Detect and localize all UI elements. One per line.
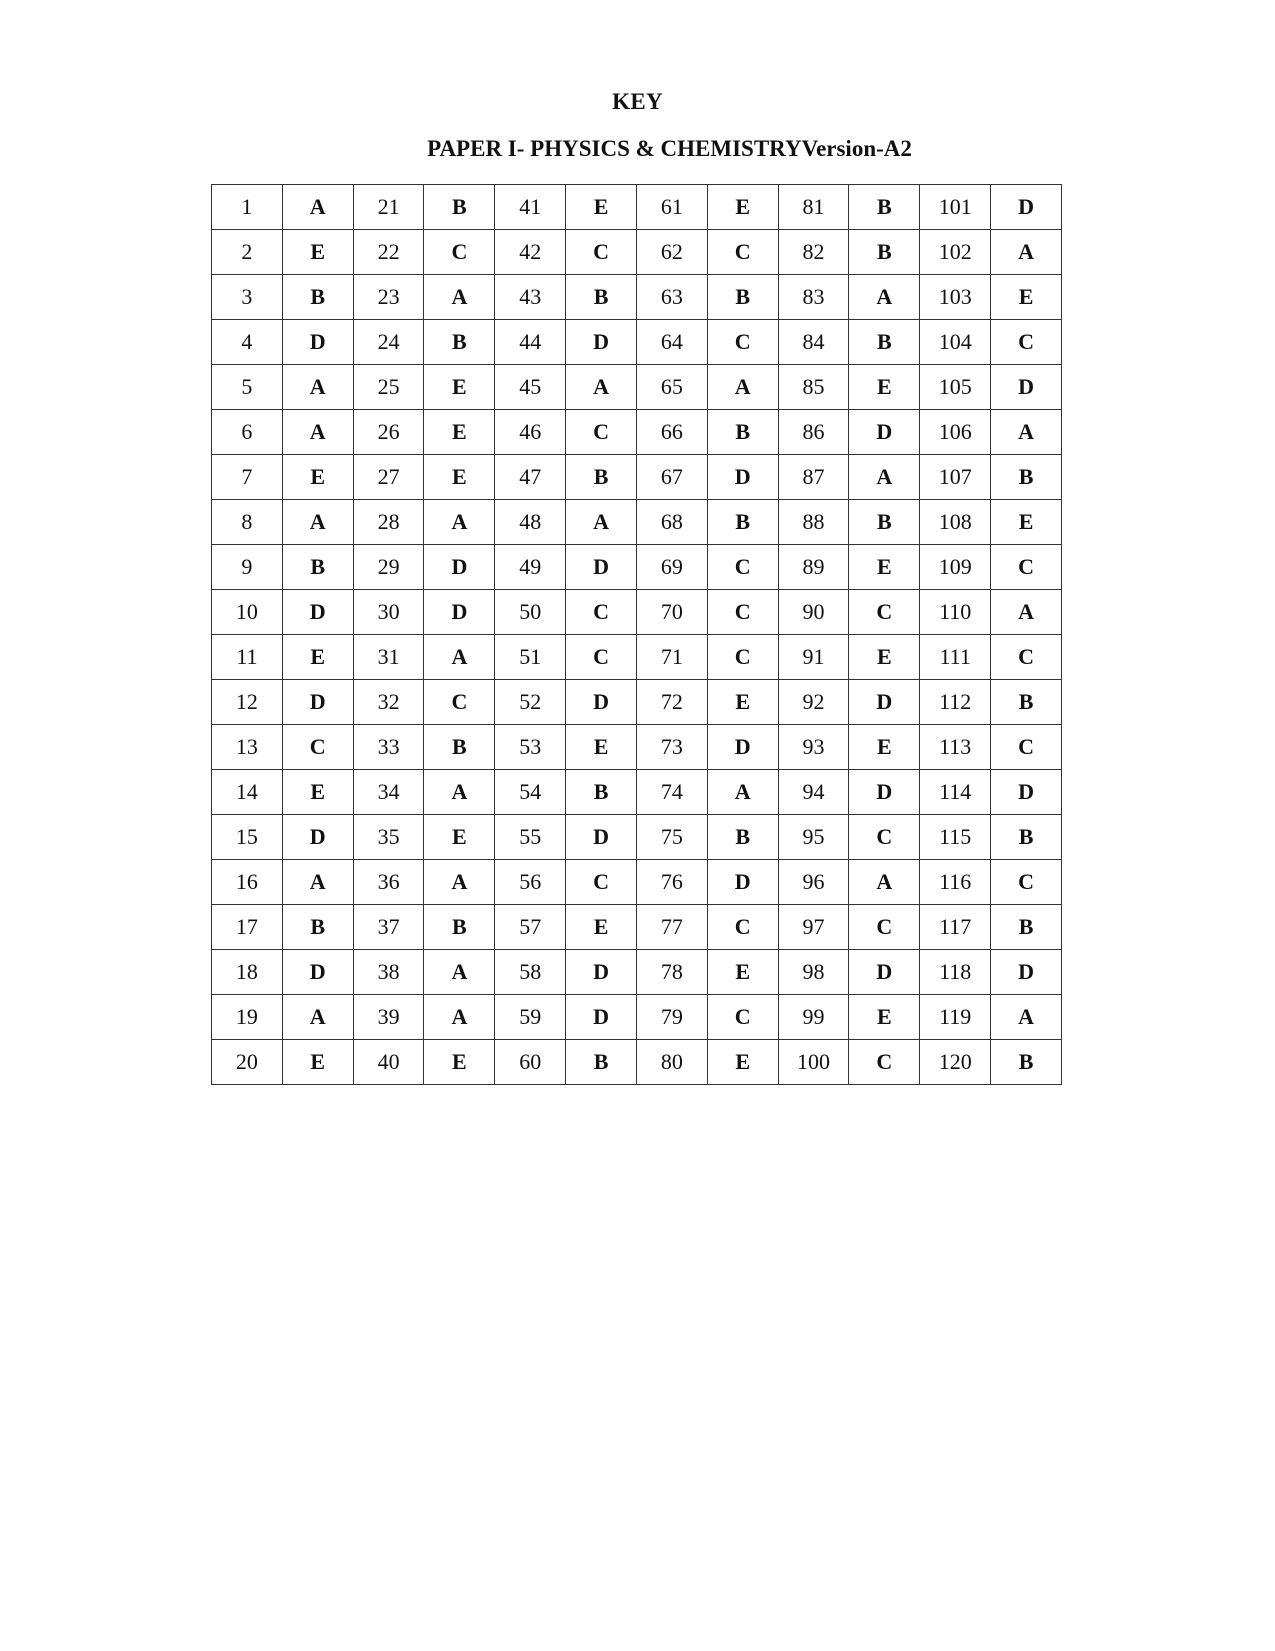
question-number-cell: 72 xyxy=(636,680,707,725)
answer-cell: A xyxy=(282,365,353,410)
question-number-cell: 21 xyxy=(353,185,424,230)
question-number-cell: 27 xyxy=(353,455,424,500)
question-number-cell: 30 xyxy=(353,590,424,635)
question-number-cell: 95 xyxy=(778,815,849,860)
question-number-cell: 102 xyxy=(920,230,991,275)
table-row xyxy=(212,770,1062,815)
answer-cell: D xyxy=(424,590,495,635)
question-number-cell: 90 xyxy=(778,590,849,635)
answer-cell: A xyxy=(566,500,637,545)
question-number-cell: 42 xyxy=(495,230,566,275)
answer-cell: A xyxy=(849,455,920,500)
answer-cell: B xyxy=(707,815,778,860)
answer-cell: C xyxy=(566,230,637,275)
question-number-cell: 61 xyxy=(636,185,707,230)
answer-cell: A xyxy=(991,590,1062,635)
question-number-cell: 22 xyxy=(353,230,424,275)
question-number-cell: 113 xyxy=(920,725,991,770)
table-row xyxy=(212,905,1062,950)
answer-cell: A xyxy=(424,500,495,545)
answer-cell: C xyxy=(424,230,495,275)
answer-cell: E xyxy=(849,635,920,680)
answer-cell: B xyxy=(849,185,920,230)
question-number-cell: 71 xyxy=(636,635,707,680)
question-number-cell: 117 xyxy=(920,905,991,950)
question-number-cell: 20 xyxy=(212,1040,283,1085)
answer-cell: C xyxy=(707,635,778,680)
answer-cell: A xyxy=(424,275,495,320)
answer-cell: C xyxy=(707,995,778,1040)
answer-cell: C xyxy=(991,320,1062,365)
question-number-cell: 53 xyxy=(495,725,566,770)
question-number-cell: 41 xyxy=(495,185,566,230)
answer-cell: C xyxy=(849,590,920,635)
answer-cell: C xyxy=(849,815,920,860)
table-row xyxy=(212,455,1062,500)
question-number-cell: 14 xyxy=(212,770,283,815)
question-number-cell: 105 xyxy=(920,365,991,410)
table-row xyxy=(212,545,1062,590)
question-number-cell: 73 xyxy=(636,725,707,770)
question-number-cell: 97 xyxy=(778,905,849,950)
table-row xyxy=(212,635,1062,680)
question-number-cell: 111 xyxy=(920,635,991,680)
question-number-cell: 36 xyxy=(353,860,424,905)
question-number-cell: 45 xyxy=(495,365,566,410)
answer-cell: C xyxy=(566,590,637,635)
table-row xyxy=(212,680,1062,725)
question-number-cell: 13 xyxy=(212,725,283,770)
answer-cell: C xyxy=(707,230,778,275)
question-number-cell: 112 xyxy=(920,680,991,725)
answer-cell: C xyxy=(707,590,778,635)
question-number-cell: 63 xyxy=(636,275,707,320)
answer-cell: E xyxy=(707,1040,778,1085)
answer-cell: B xyxy=(282,545,353,590)
answer-cell: D xyxy=(991,365,1062,410)
question-number-cell: 70 xyxy=(636,590,707,635)
question-number-cell: 56 xyxy=(495,860,566,905)
question-number-cell: 74 xyxy=(636,770,707,815)
question-number-cell: 92 xyxy=(778,680,849,725)
answer-cell: D xyxy=(707,455,778,500)
question-number-cell: 98 xyxy=(778,950,849,995)
answer-cell: B xyxy=(991,680,1062,725)
table-row xyxy=(212,815,1062,860)
question-number-cell: 101 xyxy=(920,185,991,230)
answer-cell: D xyxy=(424,545,495,590)
question-number-cell: 18 xyxy=(212,950,283,995)
answer-cell: D xyxy=(707,860,778,905)
question-number-cell: 50 xyxy=(495,590,566,635)
question-number-cell: 67 xyxy=(636,455,707,500)
question-number-cell: 114 xyxy=(920,770,991,815)
answer-cell: D xyxy=(566,950,637,995)
answer-cell: B xyxy=(991,1040,1062,1085)
answer-cell: B xyxy=(282,905,353,950)
answer-cell: E xyxy=(424,815,495,860)
answer-cell: B xyxy=(424,320,495,365)
question-number-cell: 34 xyxy=(353,770,424,815)
question-number-cell: 15 xyxy=(212,815,283,860)
answer-cell: E xyxy=(282,230,353,275)
answer-cell: E xyxy=(849,545,920,590)
answer-cell: A xyxy=(424,995,495,1040)
answer-cell: A xyxy=(424,950,495,995)
question-number-cell: 108 xyxy=(920,500,991,545)
question-number-cell: 109 xyxy=(920,545,991,590)
question-number-cell: 58 xyxy=(495,950,566,995)
answer-cell: A xyxy=(849,860,920,905)
question-number-cell: 62 xyxy=(636,230,707,275)
answer-cell: A xyxy=(424,635,495,680)
question-number-cell: 10 xyxy=(212,590,283,635)
question-number-cell: 51 xyxy=(495,635,566,680)
answer-cell: E xyxy=(566,905,637,950)
question-number-cell: 84 xyxy=(778,320,849,365)
table-row xyxy=(212,725,1062,770)
answer-cell: B xyxy=(991,905,1062,950)
answer-cell: D xyxy=(849,680,920,725)
answer-cell: A xyxy=(282,410,353,455)
question-number-cell: 94 xyxy=(778,770,849,815)
answer-cell: D xyxy=(991,950,1062,995)
question-number-cell: 49 xyxy=(495,545,566,590)
answer-cell: B xyxy=(707,500,778,545)
question-number-cell: 118 xyxy=(920,950,991,995)
question-number-cell: 80 xyxy=(636,1040,707,1085)
answer-cell: A xyxy=(707,770,778,815)
answer-cell: D xyxy=(282,815,353,860)
question-number-cell: 64 xyxy=(636,320,707,365)
answer-cell: C xyxy=(991,545,1062,590)
table-row xyxy=(212,185,1062,230)
question-number-cell: 110 xyxy=(920,590,991,635)
question-number-cell: 39 xyxy=(353,995,424,1040)
page-subtitle xyxy=(0,135,1275,163)
answer-cell: D xyxy=(282,590,353,635)
question-number-cell: 86 xyxy=(778,410,849,455)
question-number-cell: 82 xyxy=(778,230,849,275)
question-number-cell: 89 xyxy=(778,545,849,590)
question-number-cell: 37 xyxy=(353,905,424,950)
answer-cell: E xyxy=(566,725,637,770)
question-number-cell: 9 xyxy=(212,545,283,590)
question-number-cell: 26 xyxy=(353,410,424,455)
question-number-cell: 43 xyxy=(495,275,566,320)
answer-cell: A xyxy=(424,860,495,905)
table-row xyxy=(212,320,1062,365)
question-number-cell: 120 xyxy=(920,1040,991,1085)
question-number-cell: 25 xyxy=(353,365,424,410)
question-number-cell: 11 xyxy=(212,635,283,680)
question-number-cell: 4 xyxy=(212,320,283,365)
answer-cell: A xyxy=(424,770,495,815)
question-number-cell: 23 xyxy=(353,275,424,320)
question-number-cell: 116 xyxy=(920,860,991,905)
answer-cell: E xyxy=(424,365,495,410)
answer-cell: C xyxy=(991,635,1062,680)
question-number-cell: 54 xyxy=(495,770,566,815)
table-row xyxy=(212,500,1062,545)
question-number-cell: 96 xyxy=(778,860,849,905)
question-number-cell: 76 xyxy=(636,860,707,905)
answer-cell: A xyxy=(282,185,353,230)
answer-cell: A xyxy=(566,365,637,410)
answer-cell: B xyxy=(424,725,495,770)
answer-cell: B xyxy=(849,230,920,275)
answer-cell: E xyxy=(282,770,353,815)
answer-cell: B xyxy=(991,815,1062,860)
question-number-cell: 1 xyxy=(212,185,283,230)
page-subtitle-text: PAPER I- PHYSICS & CHEMISTRYVersion-A2 xyxy=(427,136,912,161)
answer-cell: C xyxy=(707,545,778,590)
answer-cell: C xyxy=(991,860,1062,905)
answer-key-table xyxy=(211,184,1062,1085)
table-row xyxy=(212,995,1062,1040)
answer-cell: E xyxy=(424,410,495,455)
question-number-cell: 107 xyxy=(920,455,991,500)
answer-cell: D xyxy=(991,770,1062,815)
answer-cell: C xyxy=(849,1040,920,1085)
answer-cell: E xyxy=(707,950,778,995)
answer-cell: C xyxy=(707,320,778,365)
answer-cell: A xyxy=(849,275,920,320)
answer-cell: E xyxy=(282,1040,353,1085)
question-number-cell: 52 xyxy=(495,680,566,725)
question-number-cell: 24 xyxy=(353,320,424,365)
answer-cell: B xyxy=(849,320,920,365)
table-row xyxy=(212,590,1062,635)
answer-cell: B xyxy=(566,1040,637,1085)
answer-cell: D xyxy=(991,185,1062,230)
answer-cell: C xyxy=(566,860,637,905)
question-number-cell: 106 xyxy=(920,410,991,455)
question-number-cell: 68 xyxy=(636,500,707,545)
answer-cell: D xyxy=(566,815,637,860)
answer-cell: B xyxy=(566,455,637,500)
answer-cell: E xyxy=(991,275,1062,320)
answer-cell: A xyxy=(282,500,353,545)
question-number-cell: 8 xyxy=(212,500,283,545)
question-number-cell: 48 xyxy=(495,500,566,545)
question-number-cell: 17 xyxy=(212,905,283,950)
answer-cell: C xyxy=(991,725,1062,770)
question-number-cell: 59 xyxy=(495,995,566,1040)
question-number-cell: 75 xyxy=(636,815,707,860)
question-number-cell: 83 xyxy=(778,275,849,320)
question-number-cell: 40 xyxy=(353,1040,424,1085)
question-number-cell: 88 xyxy=(778,500,849,545)
question-number-cell: 31 xyxy=(353,635,424,680)
answer-cell: D xyxy=(566,995,637,1040)
question-number-cell: 46 xyxy=(495,410,566,455)
answer-cell: E xyxy=(707,680,778,725)
page-title: KEY xyxy=(612,89,663,114)
answer-cell: D xyxy=(566,320,637,365)
question-number-cell: 47 xyxy=(495,455,566,500)
question-number-cell: 32 xyxy=(353,680,424,725)
question-number-cell: 81 xyxy=(778,185,849,230)
answer-cell: E xyxy=(849,365,920,410)
answer-cell: E xyxy=(424,1040,495,1085)
question-number-cell: 35 xyxy=(353,815,424,860)
answer-cell: D xyxy=(566,545,637,590)
question-number-cell: 65 xyxy=(636,365,707,410)
question-number-cell: 60 xyxy=(495,1040,566,1085)
answer-cell: A xyxy=(707,365,778,410)
question-number-cell: 115 xyxy=(920,815,991,860)
question-number-cell: 2 xyxy=(212,230,283,275)
question-number-cell: 3 xyxy=(212,275,283,320)
question-number-cell: 100 xyxy=(778,1040,849,1085)
question-number-cell: 119 xyxy=(920,995,991,1040)
answer-cell: B xyxy=(707,410,778,455)
answer-cell: D xyxy=(566,680,637,725)
question-number-cell: 91 xyxy=(778,635,849,680)
answer-cell: C xyxy=(424,680,495,725)
answer-cell: B xyxy=(566,275,637,320)
answer-cell: E xyxy=(282,455,353,500)
question-number-cell: 87 xyxy=(778,455,849,500)
question-number-cell: 93 xyxy=(778,725,849,770)
answer-cell: D xyxy=(282,950,353,995)
question-number-cell: 29 xyxy=(353,545,424,590)
table-row xyxy=(212,860,1062,905)
answer-cell: B xyxy=(424,905,495,950)
question-number-cell: 6 xyxy=(212,410,283,455)
answer-cell: C xyxy=(282,725,353,770)
answer-cell: E xyxy=(707,185,778,230)
answer-cell: E xyxy=(282,635,353,680)
answer-cell: B xyxy=(282,275,353,320)
answer-cell: E xyxy=(566,185,637,230)
table-row xyxy=(212,1040,1062,1085)
answer-cell: D xyxy=(707,725,778,770)
question-number-cell: 28 xyxy=(353,500,424,545)
answer-cell: E xyxy=(991,500,1062,545)
question-number-cell: 77 xyxy=(636,905,707,950)
answer-cell: E xyxy=(849,995,920,1040)
answer-cell: D xyxy=(282,320,353,365)
question-number-cell: 19 xyxy=(212,995,283,1040)
answer-cell: D xyxy=(282,680,353,725)
question-number-cell: 69 xyxy=(636,545,707,590)
answer-cell: A xyxy=(991,230,1062,275)
answer-cell: B xyxy=(566,770,637,815)
table-row xyxy=(212,365,1062,410)
answer-cell: D xyxy=(849,410,920,455)
table-row xyxy=(212,230,1062,275)
question-number-cell: 99 xyxy=(778,995,849,1040)
answer-cell: E xyxy=(849,725,920,770)
table-row xyxy=(212,950,1062,995)
answer-cell: C xyxy=(849,905,920,950)
question-number-cell: 44 xyxy=(495,320,566,365)
question-number-cell: 66 xyxy=(636,410,707,455)
question-number-cell: 55 xyxy=(495,815,566,860)
answer-cell: C xyxy=(566,635,637,680)
answer-cell: C xyxy=(707,905,778,950)
answer-cell: B xyxy=(707,275,778,320)
question-number-cell: 12 xyxy=(212,680,283,725)
answer-cell: E xyxy=(424,455,495,500)
answer-cell: A xyxy=(991,995,1062,1040)
question-number-cell: 57 xyxy=(495,905,566,950)
answer-cell: B xyxy=(849,500,920,545)
question-number-cell: 103 xyxy=(920,275,991,320)
answer-cell: A xyxy=(282,995,353,1040)
answer-cell: B xyxy=(991,455,1062,500)
answer-cell: D xyxy=(849,770,920,815)
question-number-cell: 7 xyxy=(212,455,283,500)
table-row xyxy=(212,410,1062,455)
question-number-cell: 16 xyxy=(212,860,283,905)
table-row xyxy=(212,275,1062,320)
question-number-cell: 38 xyxy=(353,950,424,995)
question-number-cell: 33 xyxy=(353,725,424,770)
answer-cell: C xyxy=(566,410,637,455)
answer-cell: A xyxy=(991,410,1062,455)
answer-key-body xyxy=(212,185,1062,1085)
question-number-cell: 78 xyxy=(636,950,707,995)
question-number-cell: 104 xyxy=(920,320,991,365)
question-number-cell: 5 xyxy=(212,365,283,410)
answer-cell: A xyxy=(282,860,353,905)
answer-cell: B xyxy=(424,185,495,230)
question-number-cell: 79 xyxy=(636,995,707,1040)
answer-cell: D xyxy=(849,950,920,995)
question-number-cell: 85 xyxy=(778,365,849,410)
